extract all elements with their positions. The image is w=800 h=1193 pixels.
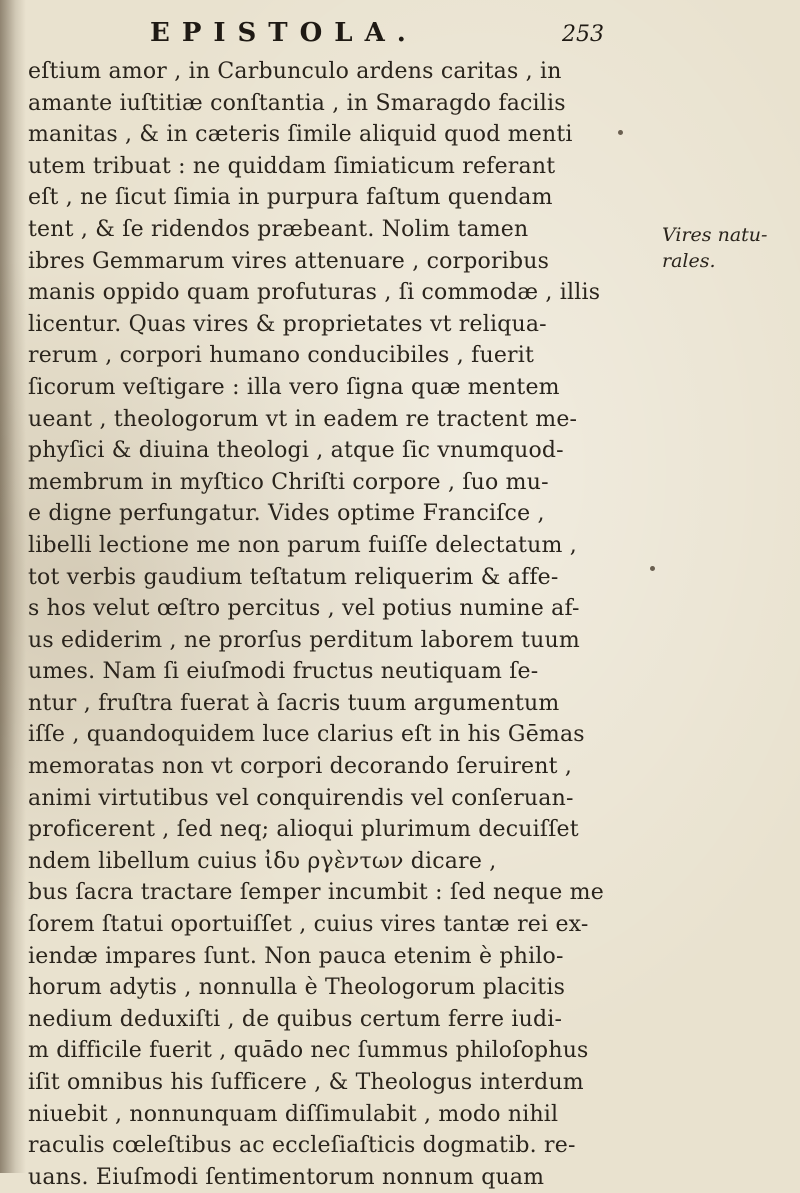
text-line: rerum , corpori humano conducibiles , fuerit [28,343,535,369]
text-line: iſit omnibus his ſufficere , & Theologus interdum [28,1070,584,1095]
text-line: eſt , ne ſicut ſimia in purpura faſtum quendam [28,185,553,211]
text-line: animi virtutibus vel conquirendis vel conſeruan- [28,785,574,811]
text-line: raculis cœleſtibus ac eccleſiaſticis dogmatib. re- [28,1133,576,1159]
text-line: iſſe , quandoquidem luce clarius eſt in his Gēmas [28,722,585,748]
text-line: licentur. Quas vires & proprietates vt reliqua- [28,311,547,337]
text-line: iendæ impares ſunt. Non pauca etenim è philo- [28,943,564,969]
running-head: EPISTOLA. [150,18,418,48]
text-line: manitas , & in cæteris ſimile aliquid quod menti [28,122,573,148]
text-line: ndem libellum cuius ἰδυ ργὲντων dicare , [28,848,497,874]
text-line: s hos velut œſtro percitus , vel potius numine af- [28,596,580,622]
text-line: membrum in myſtico Chriſti corpore , ſuo mu- [28,469,549,495]
text-line: tent , & ſe ridendos præbeant. Nolim tamen [28,216,529,242]
text-line: memoratas non vt corpori decorando ſeruirent , [28,754,573,780]
marginal-note [662,222,767,274]
text-line: utem tribuat : ne quiddam ſimiaticum referant [28,153,556,179]
text-line: phyſici & diuina theologi , atque ſic vnumquod- [28,438,564,464]
text-line: ueant , theologorum vt in eadem re tractent me- [28,406,578,432]
text-line: proficerent , ſed neq; alioqui plurimum decuiſſet [28,817,579,843]
marginal-note-line: rales. [662,250,716,272]
text-line: libelli lectione me non parum fuiſſe delectatum , [28,532,577,558]
text-line: ibres Gemmarum vires attenuare , corporibus [28,248,550,274]
ink-speck [650,566,655,571]
text-line: niuebit , nonnunquam diſſimulabit , modo nihil [28,1101,559,1127]
text-line: amante iuſtitiæ conſtantia , in Smaragdo facilis [28,90,566,116]
text-line: uans. Eiuſmodi ſentimentorum nonnum quam [28,1164,545,1190]
marginal-note-line: Vires natu- [662,224,768,246]
text-line: ſorem ſtatui oportuiſſet , cuius vires tantæ rei ex- [28,912,589,938]
ink-speck [618,130,623,135]
text-line: manis oppido quam profuturas , ſi commodæ , illis [28,280,601,306]
text-line: umes. Nam ſi eiuſmodi fructus neutiquam ſe- [28,659,539,685]
text-line: ſicorum veſtigare : illa vero ſigna quæ mentem [28,374,560,400]
text-line: us ediderim , ne prorſus perditum laborem tuum [28,627,580,653]
body-text [28,56,608,1193]
page-number: 253 [562,22,604,47]
text-line: e digne perfungatur. Vides optime Franciſce , [28,501,545,527]
text-line: bus ſacra tractare ſemper incumbit : ſed neque me [28,880,604,906]
text-line: ntur , fruſtra fuerat à ſacris tuum argumentum [28,690,560,716]
text-line: tot verbis gaudium teſtatum reliquerim & affe- [28,564,559,590]
text-line: eſtium amor , in Carbunculo ardens caritas , in [28,59,562,84]
gutter-shadow [0,0,26,1173]
text-line: m difficile fuerit , quādo nec ſummus philoſophus [28,1038,589,1064]
text-line: nedium deduxiſti , de quibus certum ferre iudi- [28,1006,563,1032]
text-line: horum adytis , nonnulla è Theologorum placitis [28,975,566,1001]
